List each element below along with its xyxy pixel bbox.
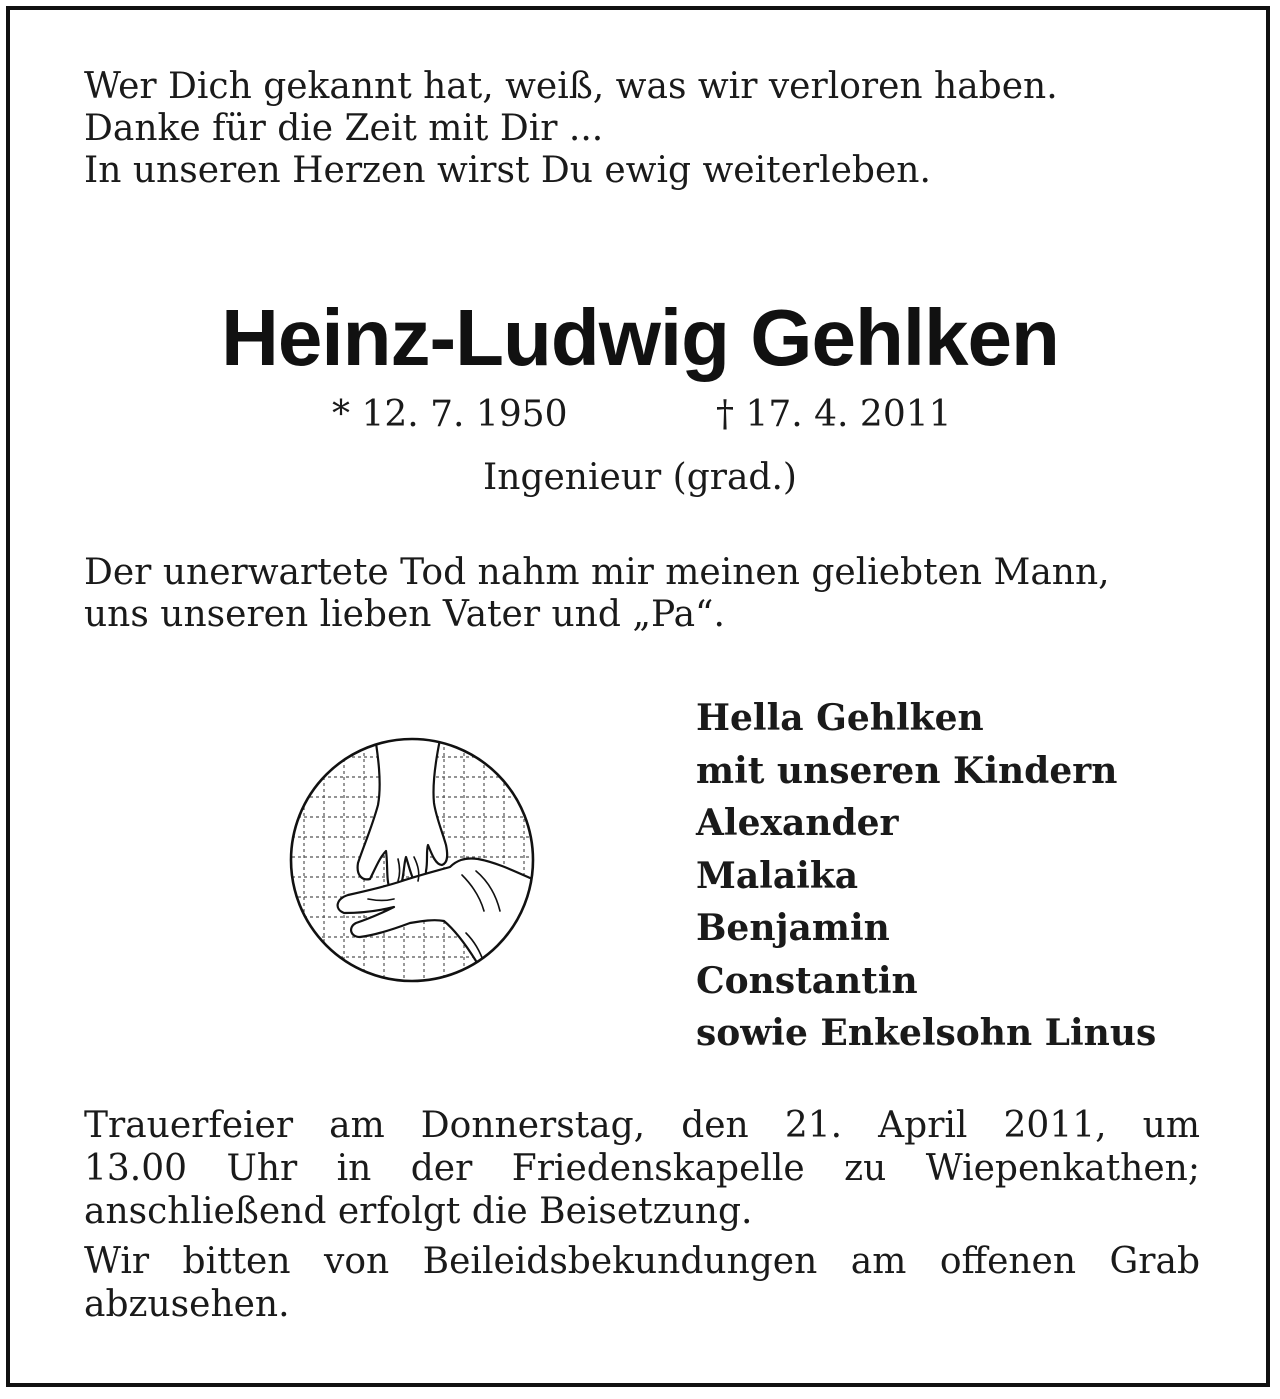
intro-line: Wer Dich gekannt hat, weiß, was wir verloren haben. bbox=[84, 66, 1058, 107]
family-signatures bbox=[696, 692, 1156, 1060]
family-line: mit unseren Kindern bbox=[696, 749, 1118, 792]
statement bbox=[84, 552, 1204, 636]
death-date: † 17. 4. 2011 bbox=[716, 394, 952, 435]
family-line: Alexander bbox=[696, 802, 899, 844]
birth-date: * 12. 7. 1950 bbox=[332, 394, 568, 435]
statement-line: Der unerwartete Tod nahm mir meinen geliebten Mann, bbox=[84, 552, 1110, 593]
family-line: Benjamin bbox=[696, 907, 890, 949]
funeral-service-info bbox=[84, 1104, 1200, 1233]
deceased-name: Heinz-Ludwig Gehlken bbox=[221, 293, 1059, 382]
condolence-request bbox=[84, 1240, 1200, 1326]
life-dates bbox=[0, 393, 1280, 437]
service-line: 13.00 Uhr in der Friedenskapelle zu Wiepenkathen; bbox=[84, 1148, 1200, 1189]
occupation: Ingenieur (grad.) bbox=[483, 457, 797, 498]
family-line: Malaika bbox=[696, 854, 859, 897]
service-line: anschließend erfolgt die Beisetzung. bbox=[84, 1191, 753, 1232]
request-line: abzusehen. bbox=[84, 1284, 290, 1325]
family-line: Constantin bbox=[696, 959, 918, 1002]
service-line: Trauerfeier am Donnerstag, den 21. April 2011, um bbox=[84, 1105, 1200, 1146]
family-line: Hella Gehlken bbox=[696, 697, 984, 739]
intro-line: In unseren Herzen wirst Du ewig weiterleben. bbox=[84, 150, 931, 191]
family-line: sowie Enkelsohn Linus bbox=[696, 1012, 1157, 1054]
request-line: Wir bitten von Beileidsbekundungen am offenen Grab bbox=[84, 1241, 1200, 1282]
statement-line: uns unseren lieben Vater und „Pa“. bbox=[84, 594, 725, 635]
intro-verse bbox=[84, 66, 1194, 192]
hands-in-circle-icon bbox=[286, 735, 538, 985]
intro-line: Danke für die Zeit mit Dir ... bbox=[84, 108, 604, 149]
